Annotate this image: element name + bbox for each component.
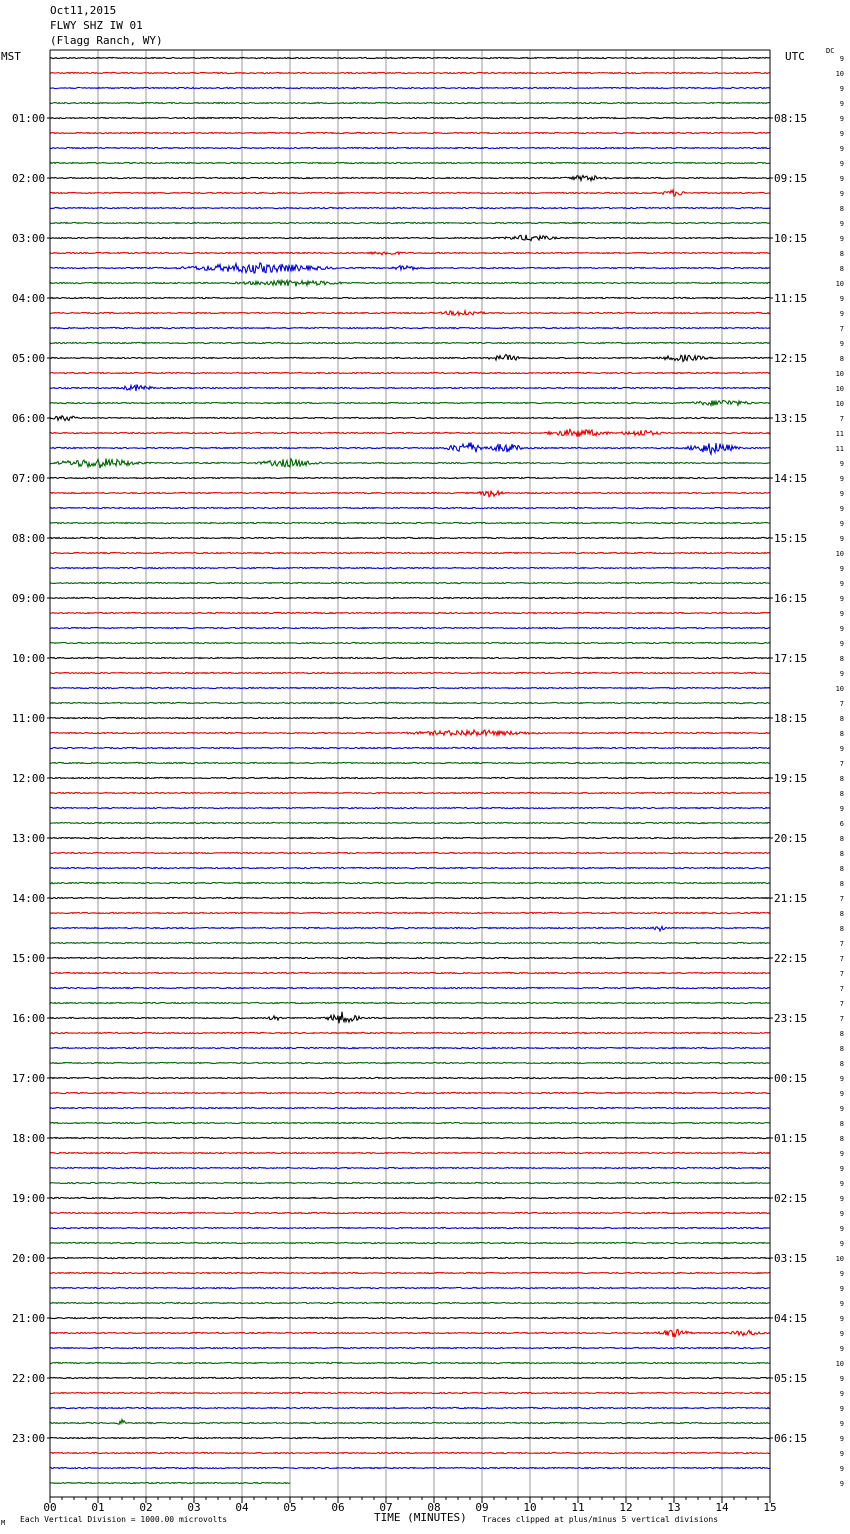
dc-value: 9 [839, 1300, 844, 1308]
right-hour-label: 17:15 [774, 652, 808, 665]
trace-row [50, 1467, 770, 1468]
dc-value: 9 [839, 235, 844, 243]
dc-value: 8 [839, 265, 844, 273]
trace-row [50, 837, 770, 838]
dc-value: 9 [839, 1480, 844, 1488]
trace-row [50, 1362, 770, 1363]
x-axis-title: TIME (MINUTES) [374, 1511, 467, 1524]
dc-value: 9 [839, 490, 844, 498]
dc-value: 9 [839, 1270, 844, 1278]
trace-row [50, 429, 770, 436]
dc-value: 9 [839, 1165, 844, 1173]
dc-value: 8 [839, 835, 844, 843]
right-timezone-label: UTC [785, 50, 805, 63]
trace-row [50, 1092, 770, 1093]
dc-value: 9 [839, 505, 844, 513]
left-hour-label: 04:00 [12, 292, 46, 305]
left-hour-label: 16:00 [12, 1012, 46, 1025]
dc-value: 8 [839, 925, 844, 933]
dc-value: 7 [839, 1000, 844, 1008]
trace-row [50, 263, 770, 273]
trace-row [50, 117, 770, 118]
dc-value: 9 [839, 460, 844, 468]
right-hour-label: 16:15 [774, 592, 808, 605]
right-hour-label: 03:15 [774, 1252, 808, 1265]
trace-row [50, 327, 770, 328]
dc-value: 9 [839, 1330, 844, 1338]
plot-frame [50, 50, 770, 1497]
trace-row [50, 1227, 770, 1228]
trace-row [50, 807, 770, 808]
x-tick-label: 15 [763, 1501, 777, 1514]
right-hour-label: 23:15 [774, 1012, 808, 1025]
trace-row [50, 1002, 770, 1003]
left-hour-label: 12:00 [12, 772, 46, 785]
trace-row [50, 1287, 770, 1288]
dc-value: 8 [839, 205, 844, 213]
trace-row [50, 252, 770, 255]
right-hour-label: 19:15 [774, 772, 808, 785]
dc-value: 9 [839, 1090, 844, 1098]
dc-value: 9 [839, 1105, 844, 1113]
left-hour-label: 09:00 [12, 592, 46, 605]
trace-row [50, 1482, 290, 1483]
right-hour-label: 14:15 [774, 472, 808, 485]
dc-value: 10 [835, 70, 844, 78]
dc-value: 9 [839, 595, 844, 603]
trace-row [50, 132, 770, 133]
dc-value: 10 [835, 1255, 844, 1263]
dc-value: 9 [839, 535, 844, 543]
dc-value: 9 [839, 1315, 844, 1323]
x-tick-label: 09 [475, 1501, 489, 1514]
trace-row [50, 442, 770, 454]
trace-row [50, 57, 770, 58]
dc-value: 9 [839, 1345, 844, 1353]
trace-row [50, 657, 770, 658]
trace-row [50, 190, 770, 196]
trace-row [50, 311, 770, 315]
right-hour-label: 21:15 [774, 892, 808, 905]
dc-value: 9 [839, 1285, 844, 1293]
x-tick-label: 00 [43, 1501, 57, 1514]
dc-value: 11 [835, 430, 844, 438]
footer-mark: M [1, 1519, 6, 1527]
dc-value: 9 [839, 190, 844, 198]
trace-row [50, 1329, 770, 1337]
dc-value: 9 [839, 340, 844, 348]
trace-row [50, 1077, 770, 1078]
dc-value: 6 [839, 820, 844, 828]
dc-value: 8 [839, 1030, 844, 1038]
dc-value: 9 [839, 115, 844, 123]
dc-value: 11 [835, 445, 844, 453]
right-hour-label: 04:15 [774, 1312, 808, 1325]
dc-value: 9 [839, 580, 844, 588]
dc-value: 9 [839, 520, 844, 528]
trace-row [50, 1407, 770, 1408]
dc-value: 9 [839, 1210, 844, 1218]
right-hour-label: 12:15 [774, 352, 808, 365]
left-hour-label: 18:00 [12, 1132, 46, 1145]
dc-value: 7 [839, 955, 844, 963]
left-hour-label: 15:00 [12, 952, 46, 965]
left-hour-label: 23:00 [12, 1432, 46, 1445]
dc-value: 10 [835, 1360, 844, 1368]
right-hour-label: 11:15 [774, 292, 808, 305]
dc-value: 9 [839, 565, 844, 573]
trace-row [50, 882, 770, 883]
dc-value: 9 [839, 1450, 844, 1458]
trace-row [50, 280, 770, 286]
dc-value: 9 [839, 1240, 844, 1248]
dc-value: 9 [839, 310, 844, 318]
trace-row [50, 72, 770, 73]
dc-value: 8 [839, 730, 844, 738]
station-location: (Flagg Ranch, WY) [50, 34, 163, 47]
left-hour-label: 14:00 [12, 892, 46, 905]
trace-row [50, 912, 770, 913]
left-hour-label: 05:00 [12, 352, 46, 365]
trace-row [50, 1452, 770, 1453]
dc-value: 9 [839, 100, 844, 108]
dc-value: 9 [839, 220, 844, 228]
dc-value: 10 [835, 280, 844, 288]
trace-row [50, 702, 770, 703]
dc-value: 8 [839, 865, 844, 873]
right-hour-label: 05:15 [774, 1372, 808, 1385]
trace-row [50, 1242, 770, 1243]
trace-row [50, 642, 770, 643]
trace-row [50, 507, 770, 508]
trace-row [50, 1317, 770, 1318]
dc-value: 9 [839, 1195, 844, 1203]
trace-row [50, 1122, 770, 1123]
trace-row [50, 207, 770, 208]
dc-value: 9 [839, 160, 844, 168]
dc-value: 9 [839, 475, 844, 483]
trace-row [50, 342, 770, 343]
dc-value: 8 [839, 250, 844, 258]
trace-row [50, 627, 770, 628]
right-hour-label: 01:15 [774, 1132, 808, 1145]
trace-row [50, 822, 770, 823]
trace-row [50, 777, 770, 778]
trace-row [50, 222, 770, 223]
trace-row [50, 385, 770, 392]
dc-value: 9 [839, 1375, 844, 1383]
trace-row [50, 1272, 770, 1273]
x-tick-label: 13 [667, 1501, 681, 1514]
dc-value: 8 [839, 1135, 844, 1143]
trace-row [50, 477, 770, 478]
dc-value: 9 [839, 1465, 844, 1473]
trace-row [50, 522, 770, 523]
right-hour-label: 02:15 [774, 1192, 808, 1205]
dc-value: 9 [839, 1405, 844, 1413]
trace-row [50, 355, 770, 362]
trace-row [50, 1420, 770, 1425]
trace-row [50, 162, 770, 163]
dc-value: 7 [839, 325, 844, 333]
trace-row [50, 1137, 770, 1138]
trace-row [50, 957, 770, 958]
left-hour-label: 21:00 [12, 1312, 46, 1325]
trace-row [50, 926, 770, 931]
dc-value: 10 [835, 370, 844, 378]
right-hour-label: 06:15 [774, 1432, 808, 1445]
dc-value: 10 [835, 385, 844, 393]
left-hour-label: 13:00 [12, 832, 46, 845]
dc-value: 7 [839, 1015, 844, 1023]
dc-value: 9 [839, 805, 844, 813]
dc-value: 9 [839, 145, 844, 153]
dc-value: 9 [839, 1075, 844, 1083]
trace-row [50, 1152, 770, 1153]
x-tick-label: 11 [571, 1501, 585, 1514]
dc-value: 10 [835, 685, 844, 693]
trace-row [50, 1212, 770, 1213]
dc-value: 8 [839, 1120, 844, 1128]
trace-row [50, 458, 770, 468]
dc-value: 8 [839, 775, 844, 783]
x-tick-label: 05 [283, 1501, 297, 1514]
trace-row [50, 792, 770, 793]
trace-row [50, 717, 770, 718]
right-hour-label: 13:15 [774, 412, 808, 425]
dc-value: 8 [839, 655, 844, 663]
dc-value: 9 [839, 1150, 844, 1158]
plot-date: Oct11,2015 [50, 4, 117, 17]
x-tick-label: 12 [619, 1501, 633, 1514]
x-tick-label: 01 [91, 1501, 105, 1514]
trace-row [50, 747, 770, 748]
x-tick-label: 07 [379, 1501, 393, 1514]
left-hour-label: 06:00 [12, 412, 46, 425]
trace-row [50, 597, 770, 598]
right-hour-label: 10:15 [774, 232, 808, 245]
trace-row [50, 1032, 770, 1033]
left-hour-label: 02:00 [12, 172, 46, 185]
right-hour-label: 15:15 [774, 532, 808, 545]
trace-row [50, 1062, 770, 1063]
trace-group [50, 57, 770, 1483]
trace-row [50, 942, 770, 943]
dc-value: 9 [839, 1420, 844, 1428]
trace-row [50, 102, 770, 103]
station-code: FLWY SHZ IW 01 [50, 19, 143, 32]
trace-row [50, 1197, 770, 1198]
dc-value: 8 [839, 355, 844, 363]
trace-row [50, 1377, 770, 1378]
x-tick-label: 02 [139, 1501, 153, 1514]
trace-row [50, 372, 770, 373]
trace-row [50, 175, 770, 180]
trace-row [50, 1437, 770, 1438]
dc-value: 9 [839, 1225, 844, 1233]
trace-row [50, 567, 770, 568]
right-hour-label: 08:15 [774, 112, 808, 125]
right-hour-label: 00:15 [774, 1072, 808, 1085]
left-hour-label: 10:00 [12, 652, 46, 665]
dc-value: 9 [839, 745, 844, 753]
trace-row [50, 1182, 770, 1183]
dc-column-label: DC [826, 47, 835, 55]
left-hour-label: 11:00 [12, 712, 46, 725]
scale-note: Each Vertical Division = 1000.00 microvolts [20, 1515, 228, 1524]
x-tick-label: 04 [235, 1501, 249, 1514]
trace-row [50, 491, 770, 497]
trace-row [50, 552, 770, 553]
clip-note: Traces clipped at plus/minus 5 vertical divisions [482, 1515, 719, 1524]
left-hour-label: 08:00 [12, 532, 46, 545]
x-tick-label: 06 [331, 1501, 345, 1514]
trace-row [50, 297, 770, 298]
trace-row [50, 867, 770, 868]
left-hour-label: 03:00 [12, 232, 46, 245]
dc-value: 9 [839, 1390, 844, 1398]
dc-value: 8 [839, 910, 844, 918]
trace-row [50, 1257, 770, 1258]
dc-value: 7 [839, 985, 844, 993]
left-hour-label: 07:00 [12, 472, 46, 485]
trace-row [50, 235, 770, 241]
dc-value: 8 [839, 790, 844, 798]
dc-value: 7 [839, 700, 844, 708]
dc-value: 9 [839, 175, 844, 183]
trace-row [50, 1347, 770, 1348]
trace-row [50, 897, 770, 898]
trace-row [50, 987, 770, 988]
dc-value: 9 [839, 670, 844, 678]
trace-row [50, 1392, 770, 1393]
trace-row [50, 537, 770, 538]
trace-row [50, 672, 770, 673]
left-hour-label: 22:00 [12, 1372, 46, 1385]
dc-value: 7 [839, 970, 844, 978]
trace-row [50, 687, 770, 688]
x-tick-label: 14 [715, 1501, 729, 1514]
dc-value: 9 [839, 295, 844, 303]
dc-value: 8 [839, 1060, 844, 1068]
dc-value: 9 [839, 1180, 844, 1188]
dc-value: 10 [835, 550, 844, 558]
left-hour-label: 20:00 [12, 1252, 46, 1265]
dc-value: 10 [835, 400, 844, 408]
dc-value: 7 [839, 760, 844, 768]
trace-row [50, 730, 770, 735]
x-tick-label: 10 [523, 1501, 537, 1514]
trace-row [50, 1012, 770, 1024]
dc-value: 8 [839, 850, 844, 858]
dc-value: 7 [839, 895, 844, 903]
trace-row [50, 1107, 770, 1108]
trace-row [50, 1167, 770, 1168]
trace-row [50, 400, 770, 405]
left-hour-label: 01:00 [12, 112, 46, 125]
dc-value: 9 [839, 1435, 844, 1443]
trace-row [50, 582, 770, 583]
trace-row [50, 1302, 770, 1303]
dc-value: 7 [839, 415, 844, 423]
right-hour-label: 09:15 [774, 172, 808, 185]
dc-value: 9 [839, 610, 844, 618]
trace-row [50, 1047, 770, 1048]
dc-value: 8 [839, 880, 844, 888]
dc-value: 8 [839, 1045, 844, 1053]
trace-row [50, 972, 770, 973]
x-tick-label: 03 [187, 1501, 201, 1514]
dc-value: 9 [839, 625, 844, 633]
trace-row [50, 612, 770, 613]
dc-value: 9 [839, 640, 844, 648]
dc-value: 7 [839, 940, 844, 948]
trace-row [50, 416, 770, 421]
trace-row [50, 147, 770, 148]
right-hour-label: 20:15 [774, 832, 808, 845]
dc-value: 9 [839, 55, 844, 63]
dc-value: 9 [839, 85, 844, 93]
x-tick-label: 08 [427, 1501, 441, 1514]
dc-value: 8 [839, 715, 844, 723]
right-hour-label: 18:15 [774, 712, 808, 725]
trace-row [50, 87, 770, 88]
right-hour-label: 22:15 [774, 952, 808, 965]
trace-row [50, 762, 770, 763]
trace-row [50, 852, 770, 853]
dc-value: 9 [839, 130, 844, 138]
left-hour-label: 17:00 [12, 1072, 46, 1085]
left-timezone-label: MST [1, 50, 21, 63]
left-hour-label: 19:00 [12, 1192, 46, 1205]
